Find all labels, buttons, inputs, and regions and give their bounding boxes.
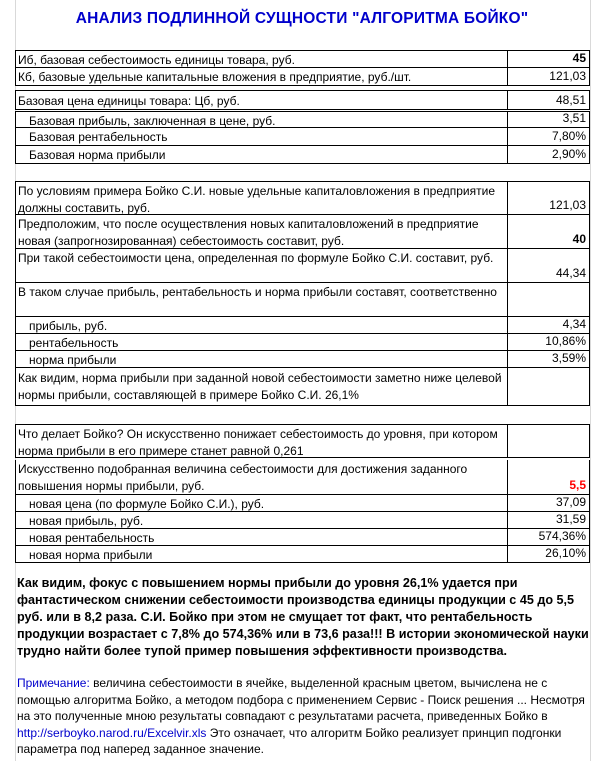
- note-text-2: Это означает, что алгоритм Бойко реализует принцип подгонки параметра под наперед заданное значение.: [17, 725, 562, 756]
- row-label: В таком случае прибыль, рентабельность и норма прибыли составят, соответственно: [15, 283, 508, 316]
- note-label: Примечание:: [17, 676, 90, 690]
- row-value[interactable]: [508, 283, 590, 316]
- note-text-1: величина себестоимости в ячейке, выделенной красным цветом, вычислена не с помощью алгоритма Бойко, а методом подбора с применением Сервис - Поиск решения ... Несмотря на это полученные мною результаты совпадают с результатами расчета, приведенных Бойко в: [17, 676, 585, 723]
- table-row: [15, 50, 590, 68]
- page-title: АНАЛИЗ ПОДЛИННОЙ СУЩНОСТИ "АЛГОРИТМА БОЙКО": [75, 10, 529, 27]
- row-value-highlighted[interactable]: 5,5: [508, 460, 590, 494]
- source-link[interactable]: http://serboyko.narod.ru/Excelvir.xls: [17, 725, 207, 740]
- table-row: [15, 495, 590, 512]
- table-row: [15, 424, 590, 458]
- row-label: прибыль, руб.: [15, 317, 508, 333]
- row-value[interactable]: [508, 425, 590, 457]
- row-value[interactable]: 3,51: [508, 112, 590, 127]
- table-row: [15, 317, 590, 334]
- row-value[interactable]: 574,36%: [508, 529, 590, 545]
- row-label: Базовая норма прибыли: [15, 146, 508, 163]
- table-row: [15, 215, 590, 249]
- row-label: Кб, базовые удельные капитальные вложения в предприятие, руб./шт.: [15, 68, 508, 85]
- row-label: Базовая прибыль, заключенная в цене, руб.: [15, 112, 508, 127]
- table-row: [15, 249, 590, 283]
- table-row: [15, 111, 590, 128]
- table-row: [15, 368, 590, 406]
- row-value[interactable]: 121,03: [508, 68, 590, 85]
- table-row: [15, 351, 590, 368]
- row-value[interactable]: 40: [508, 215, 590, 248]
- row-value[interactable]: 7,80%: [508, 128, 590, 145]
- row-value[interactable]: 3,59%: [508, 351, 590, 367]
- row-value[interactable]: 121,03: [508, 182, 590, 214]
- row-label: Иб, базовая себестоимость единицы товара, руб.: [15, 51, 508, 67]
- row-value[interactable]: [508, 368, 590, 405]
- row-label: По условиям примера Бойко С.И. новые удельные капиталовложения в предприятие должны составить, руб.: [15, 182, 508, 214]
- table-row: [15, 529, 590, 546]
- row-value[interactable]: 4,34: [508, 317, 590, 333]
- row-label: новая прибыль, руб.: [15, 512, 508, 528]
- table-row: [15, 546, 590, 563]
- table-row: [15, 460, 590, 495]
- row-label: Предположим, что после осуществления новых капиталовложений в предприятие новая (запрогнозированная) себестоимость составит, руб.: [15, 215, 508, 248]
- table-row: [15, 181, 590, 215]
- row-label: норма прибыли: [15, 351, 508, 367]
- table-row: [15, 334, 590, 351]
- row-label: Как видим, норма прибыли при заданной новой себестоимости заметно ниже целевой нормы прибыли, составляющей в примере Бойко С.И. 26,1%: [15, 368, 508, 405]
- row-label: При такой себестоимости цена, определенная по формуле Бойко С.И. составит, руб.: [15, 249, 508, 282]
- row-label: новая норма прибыли: [15, 546, 508, 562]
- row-label: Базовая рентабельность: [15, 128, 508, 145]
- row-value[interactable]: 44,34: [508, 249, 590, 282]
- row-value[interactable]: 26,10%: [508, 546, 590, 562]
- row-label: новая рентабельность: [15, 529, 508, 545]
- row-value[interactable]: 37,09: [508, 495, 590, 511]
- row-value[interactable]: 2,90%: [508, 146, 590, 163]
- table-row: [15, 68, 590, 86]
- table-row: [15, 90, 590, 110]
- row-label: Что делает Бойко? Он искусственно понижает себестоимость до уровня, при котором норма прибыли в его примере станет равной 0,261: [15, 425, 508, 457]
- table-row: [15, 283, 590, 317]
- table-row: [15, 146, 590, 164]
- row-label: Базовая цена единицы товара: Цб, руб.: [15, 91, 508, 109]
- table-row: [15, 512, 590, 529]
- row-value[interactable]: 10,86%: [508, 334, 590, 350]
- row-value[interactable]: 45: [508, 51, 590, 67]
- row-label: рентабельность: [15, 334, 508, 350]
- note-paragraph: [17, 675, 589, 758]
- grid-column-line: [590, 0, 591, 761]
- row-label: новая цена (по формуле Бойко С.И.), руб.: [15, 495, 508, 511]
- row-value[interactable]: 31,59: [508, 512, 590, 528]
- conclusion-text: Как видим, фокус с повышением нормы прибыли до уровня 26,1% удается при фантастическом снижении себестоимости производства единицы продукции с 45 до 5,5 руб. или в 8,2 раза. С.И. Бойко при этом не смущает тот факт, что рентабельность продукции возрастает с 7,8% до 574,36% или в 73,6 раза!!! В истории экономической науки трудно найти более тупой пример повышения эффективности производства.: [17, 576, 589, 658]
- table-row: [15, 128, 590, 146]
- row-label: Искусственно подобранная величина себестоимости для достижения заданного повышения нормы прибыли, руб.: [15, 460, 508, 494]
- row-value[interactable]: 48,51: [508, 91, 590, 109]
